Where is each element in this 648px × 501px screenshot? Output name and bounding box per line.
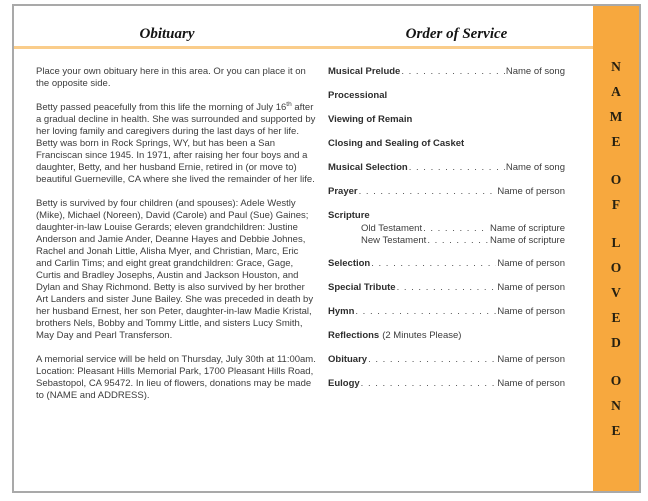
service-item-label: Special Tribute [328,282,396,293]
service-item-value: Name of scripture [490,223,565,234]
dotted-leader [361,378,497,389]
sidebar-letter: N [611,398,621,413]
sidebar-letter: N [611,59,621,74]
sidebar-letter: E [611,310,621,325]
sidebar-word [610,368,623,443]
service-item-label: Musical Selection [328,162,408,173]
service-item-label: Selection [328,258,371,269]
service-item-label: Prayer [328,186,358,197]
service-item-label: Musical Prelude [328,66,401,77]
service-item [328,66,565,77]
funeral-program-page [12,4,641,493]
service-item-value: Name of person [497,282,565,293]
name-of-loved-one-sidebar [593,6,639,491]
service-item-label: Old Testament [361,223,423,234]
service-item [328,162,565,173]
service-item-label: Scripture [328,210,370,221]
paragraph-text: Betty is survived by four children (and spouses): Adele Westly (Mike), Michael (Noreen), David (Carole) and Paul (Sue) Gaines; daughter-in-law Louise Gerards; eleven grandchildren: Justine Anderson and Jamie Ander, Deanne Hayes and Debbie Johnes, Rachel and Jonah Little, Alisha Myer, and Christian, Marc, Eric and Carlin Tims; and eight great grandchildren: Grace, Gage, Curtis and Bradley Josephs, Austin and Jackson Houston, and Dylan and Shay Richmond. Betty is also survived by her brother Art Landers and sister June Bailey. She was preceded in death by her husband Ernest, her son Peter, daughter-in-law Madie Kristal, brothers Nels, Bobby and Tommy Little, and sisters Lucy Smith, May Day and Pearl Transferson. [36,198,314,341]
order-of-service-panel [320,49,593,491]
sidebar-word [610,167,623,217]
service-item-label: Processional [328,90,388,101]
service-item-label: Hymn [328,306,355,317]
sidebar-letter: E [611,134,621,149]
service-item-value: Name of scripture [490,235,565,246]
obituary-text-block [36,66,316,402]
service-item-value: Name of person [497,186,565,197]
service-item-label: New Testament [361,235,427,246]
paragraph-text: after a gradual decline in health. She was surrounded and supported by her loving family and caregivers during the last days of her life. Betty was born in Rock Springs, WY, but has been a San Franciscan since 1945. In 1971, after raising her four boys and a daughter, Betty, and her husband Ernie, retired in (or move to) beautiful Guerneville, CA where she lived the remainder of her life. [36,102,316,185]
obituary-heading: Obituary [139,26,195,42]
sidebar-letter: L [611,235,621,250]
sidebar-letter: E [611,423,621,438]
sidebar-letter: F [611,197,621,212]
service-item [328,282,565,293]
obituary-paragraph [36,198,316,342]
dotted-leader [371,258,496,269]
sidebar-letter: O [610,373,622,388]
service-item-label: Eulogy [328,378,360,389]
service-item-value: Name of person [497,354,565,365]
service-item-label: Viewing of Remain [328,114,413,125]
service-item-label: Reflections [328,330,380,341]
service-subitem [328,235,565,246]
dotted-leader [368,354,496,365]
service-item [328,138,565,149]
order-of-service-header-area [320,25,593,43]
page-content [14,6,593,491]
dotted-leader [423,223,489,234]
service-item-value: Name of person [497,306,565,317]
sidebar-letter: O [610,260,622,275]
superscript-text: th [286,100,292,108]
sidebar-letter: D [611,335,621,350]
obituary-paragraph [36,66,316,90]
order-of-service-heading: Order of Service [405,26,508,42]
sidebar-vertical-text [610,41,623,456]
service-item-value: Name of person [497,258,565,269]
dotted-leader [427,235,489,246]
paragraph-text: Place your own obituary here in this area. Or you can place it on the opposite side. [36,66,306,89]
paragraph-text: A memorial service will be held on Thursday, July 30th at 11:00am. Location: Pleasant Hills Memorial Park, 1700 Pleasant Hills Road, Sebastopol, CA 95472. In lieu of flowers, donations may be made to (NAME and ADDRESS). [36,354,316,401]
paragraph-text: Betty passed peacefully from this life the morning of July 16 [36,102,287,113]
sidebar-letter: V [611,285,621,300]
service-item-value: Name of song [505,66,565,77]
service-item [328,258,565,269]
service-item [328,378,565,389]
dotted-leader [359,186,497,197]
service-item [328,90,565,101]
service-subitem [328,223,565,234]
columns [14,49,593,491]
service-item-label: Obituary [328,354,368,365]
service-item-value: Name of song [505,162,565,173]
service-item [328,330,565,341]
obituary-header-area [14,25,320,43]
service-item-note: (2 Minutes Please) [382,330,462,341]
service-item-value: Name of person [497,378,565,389]
obituary-paragraph [36,102,316,186]
service-item [328,306,565,317]
sidebar-letter: O [610,172,622,187]
obituary-paragraph [36,354,316,402]
sidebar-word [610,230,623,355]
service-item [328,354,565,365]
service-item [328,210,565,221]
header-row [14,6,593,46]
dotted-leader [397,282,497,293]
service-item [328,114,565,125]
sidebar-letter: A [611,84,621,99]
dotted-leader [409,162,505,173]
dotted-leader [355,306,496,317]
sidebar-letter: M [609,109,623,124]
obituary-panel [14,49,320,491]
service-list [328,66,565,389]
service-item-label: Closing and Sealing of Casket [328,138,465,149]
sidebar-word [610,54,623,154]
service-item [328,186,565,197]
dotted-leader [401,66,505,77]
